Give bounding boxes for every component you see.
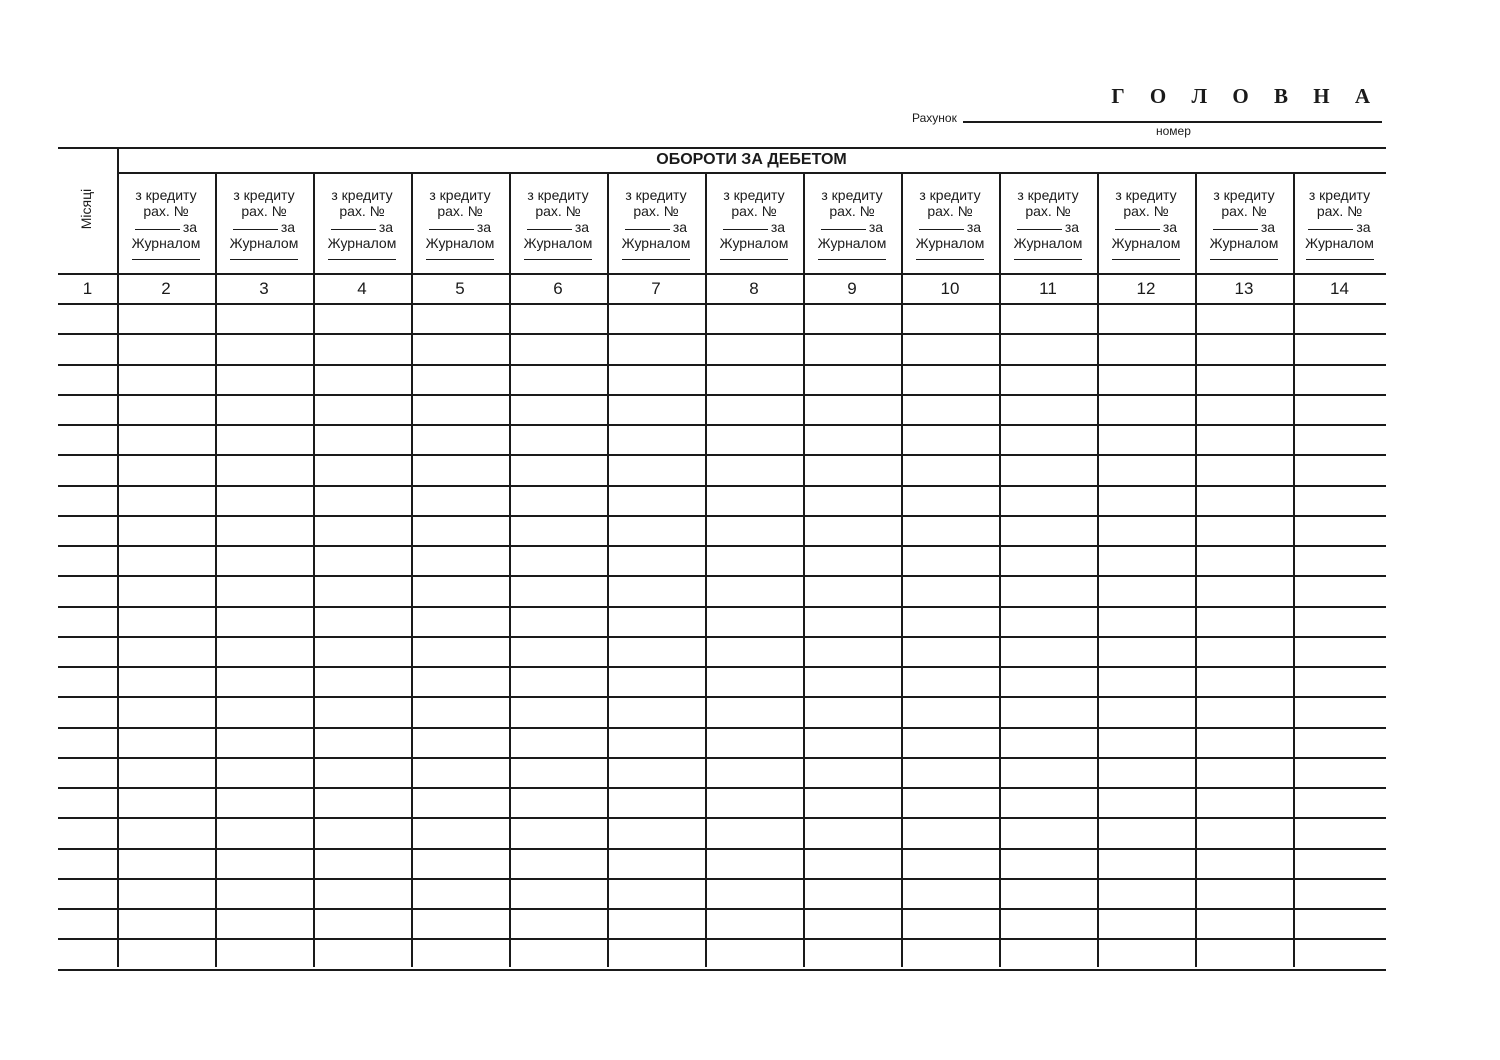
column-number: 7 bbox=[651, 279, 661, 298]
ledger-table bbox=[58, 147, 1386, 967]
row-divider bbox=[58, 878, 1386, 880]
row-divider bbox=[58, 454, 1386, 456]
journal-label: Журналом bbox=[1209, 235, 1279, 251]
table-top-border bbox=[58, 147, 1386, 149]
journal-label: Журналом bbox=[1013, 235, 1083, 251]
by-label: за bbox=[966, 219, 982, 235]
row-divider bbox=[58, 817, 1386, 819]
credit-account-column-header bbox=[1196, 187, 1292, 260]
row-divider bbox=[58, 848, 1386, 850]
credit-account-column-header bbox=[1000, 187, 1096, 260]
credit-label: з кредиту bbox=[135, 187, 197, 203]
by-label: за bbox=[868, 219, 884, 235]
account-number-label: рах. № bbox=[1123, 203, 1169, 219]
column-number-divider bbox=[58, 303, 1386, 305]
by-label: за bbox=[770, 219, 786, 235]
by-label: за bbox=[1356, 219, 1371, 235]
column-number: 12 bbox=[1136, 279, 1156, 298]
credit-label: з кредиту bbox=[1115, 187, 1177, 203]
by-label: за bbox=[672, 219, 688, 235]
row-divider bbox=[58, 545, 1386, 547]
row-divider bbox=[58, 364, 1386, 366]
credit-account-column-header bbox=[1098, 187, 1194, 260]
by-label: за bbox=[280, 219, 296, 235]
journal-label: Журналом bbox=[1111, 235, 1181, 251]
journal-number-blank[interactable] bbox=[426, 259, 494, 260]
row-divider bbox=[58, 666, 1386, 668]
row-divider bbox=[58, 757, 1386, 759]
journal-label: Журналом bbox=[523, 235, 593, 251]
account-number-blank[interactable] bbox=[1213, 229, 1258, 230]
account-number-label: рах. № bbox=[241, 203, 287, 219]
row-divider bbox=[58, 727, 1386, 729]
by-label: за bbox=[1162, 219, 1178, 235]
credit-label: з кредиту bbox=[625, 187, 687, 203]
column-number: 1 bbox=[82, 279, 93, 298]
account-number-blank[interactable] bbox=[919, 229, 964, 230]
account-number-blank[interactable] bbox=[821, 229, 866, 230]
account-number-label: рах. № bbox=[1025, 203, 1071, 219]
row-divider bbox=[58, 606, 1386, 608]
account-number-label: рах. № bbox=[829, 203, 875, 219]
account-number-label: рах. № bbox=[143, 203, 189, 219]
account-number-field[interactable] bbox=[963, 121, 1382, 123]
account-number-label: рах. № bbox=[339, 203, 385, 219]
by-label: за bbox=[1260, 219, 1276, 235]
row-divider bbox=[58, 333, 1386, 335]
journal-number-blank[interactable] bbox=[1210, 259, 1278, 260]
account-number-blank[interactable] bbox=[625, 229, 670, 230]
account-number-blank[interactable] bbox=[429, 229, 474, 230]
by-label: за bbox=[1064, 219, 1080, 235]
row-divider bbox=[58, 575, 1386, 577]
account-number-blank[interactable] bbox=[723, 229, 768, 230]
account-number-label: рах. № bbox=[1316, 203, 1363, 219]
row-divider bbox=[58, 787, 1386, 789]
row-divider bbox=[58, 696, 1386, 698]
by-label: за bbox=[574, 219, 590, 235]
column-number: 13 bbox=[1234, 279, 1254, 298]
by-label: за bbox=[476, 219, 492, 235]
credit-account-column-header bbox=[1292, 187, 1388, 260]
account-number-blank[interactable] bbox=[1115, 229, 1160, 230]
journal-label: Журналом bbox=[1305, 235, 1374, 251]
account-number-blank[interactable] bbox=[1017, 229, 1062, 230]
account-number-blank[interactable] bbox=[331, 229, 376, 230]
column-number: 8 bbox=[749, 279, 759, 298]
credit-label: з кредиту bbox=[233, 187, 295, 203]
journal-number-blank[interactable] bbox=[1014, 259, 1082, 260]
credit-account-column-header bbox=[412, 187, 508, 260]
journal-number-blank[interactable] bbox=[1306, 259, 1374, 260]
column-number: 14 bbox=[1330, 279, 1349, 298]
credit-account-column-header bbox=[510, 187, 606, 260]
journal-label: Журналом bbox=[327, 235, 397, 251]
journal-number-blank[interactable] bbox=[622, 259, 690, 260]
journal-label: Журналом bbox=[131, 235, 201, 251]
account-number-label: рах. № bbox=[731, 203, 777, 219]
page-title: Г О Л О В Н А bbox=[1111, 84, 1380, 108]
credit-account-column-header bbox=[804, 187, 900, 260]
journal-label: Журналом bbox=[719, 235, 789, 251]
credit-label: з кредиту bbox=[527, 187, 589, 203]
journal-label: Журналом bbox=[817, 235, 887, 251]
account-number-blank[interactable] bbox=[1308, 229, 1353, 230]
journal-label: Журналом bbox=[621, 235, 691, 251]
account-label: Рахунок bbox=[912, 111, 957, 125]
row-divider bbox=[58, 938, 1386, 940]
journal-number-blank[interactable] bbox=[230, 259, 298, 260]
journal-label: Журналом bbox=[229, 235, 299, 251]
column-number: 4 bbox=[357, 279, 367, 298]
credit-label: з кредиту bbox=[821, 187, 883, 203]
journal-label: Журналом bbox=[915, 235, 985, 251]
journal-number-blank[interactable] bbox=[524, 259, 592, 260]
credit-account-column-header bbox=[706, 187, 802, 260]
credit-account-column-header bbox=[216, 187, 312, 260]
column-number: 2 bbox=[161, 279, 171, 298]
account-number-blank[interactable] bbox=[233, 229, 278, 230]
account-number-caption: номер bbox=[1156, 124, 1191, 138]
column-number: 10 bbox=[940, 279, 960, 298]
journal-label: Журналом bbox=[425, 235, 495, 251]
credit-label: з кредиту bbox=[429, 187, 491, 203]
journal-number-blank[interactable] bbox=[132, 259, 200, 260]
months-column-header: Місяці bbox=[78, 188, 94, 230]
column-number: 6 bbox=[553, 279, 563, 298]
by-label: за bbox=[378, 219, 394, 235]
credit-account-column-header bbox=[608, 187, 704, 260]
account-number-label: рах. № bbox=[437, 203, 483, 219]
column-number: 3 bbox=[259, 279, 269, 298]
account-number-blank[interactable] bbox=[135, 229, 180, 230]
credit-label: з кредиту bbox=[723, 187, 785, 203]
credit-label: з кредиту bbox=[1213, 187, 1275, 203]
credit-label: з кредиту bbox=[1017, 187, 1079, 203]
column-number: 9 bbox=[847, 279, 857, 298]
credit-account-column-header bbox=[118, 187, 214, 260]
row-divider bbox=[58, 515, 1386, 517]
journal-number-blank[interactable] bbox=[720, 259, 788, 260]
credit-label: з кредиту bbox=[331, 187, 393, 203]
row-divider bbox=[58, 636, 1386, 638]
row-divider bbox=[58, 908, 1386, 910]
account-number-label: рах. № bbox=[633, 203, 679, 219]
column-number: 5 bbox=[455, 279, 465, 298]
account-number-label: рах. № bbox=[1221, 203, 1267, 219]
journal-number-blank[interactable] bbox=[328, 259, 396, 260]
account-number-label: рах. № bbox=[927, 203, 973, 219]
account-number-label: рах. № bbox=[535, 203, 581, 219]
by-label: за bbox=[182, 219, 198, 235]
column-number: 11 bbox=[1039, 279, 1057, 298]
credit-label: з кредиту bbox=[1308, 187, 1371, 203]
credit-account-column-header bbox=[902, 187, 998, 260]
account-number-blank[interactable] bbox=[527, 229, 572, 230]
journal-number-blank[interactable] bbox=[916, 259, 984, 260]
row-divider bbox=[58, 424, 1386, 426]
row-divider bbox=[58, 394, 1386, 396]
journal-number-blank[interactable] bbox=[1112, 259, 1180, 260]
months-column-divider bbox=[117, 147, 119, 967]
journal-number-blank[interactable] bbox=[818, 259, 886, 260]
credit-account-column-header bbox=[314, 187, 410, 260]
row-divider bbox=[58, 969, 1386, 971]
debit-turnover-title: ОБОРОТИ ЗА ДЕБЕТОМ bbox=[656, 151, 847, 168]
row-divider bbox=[58, 485, 1386, 487]
credit-label: з кредиту bbox=[919, 187, 981, 203]
